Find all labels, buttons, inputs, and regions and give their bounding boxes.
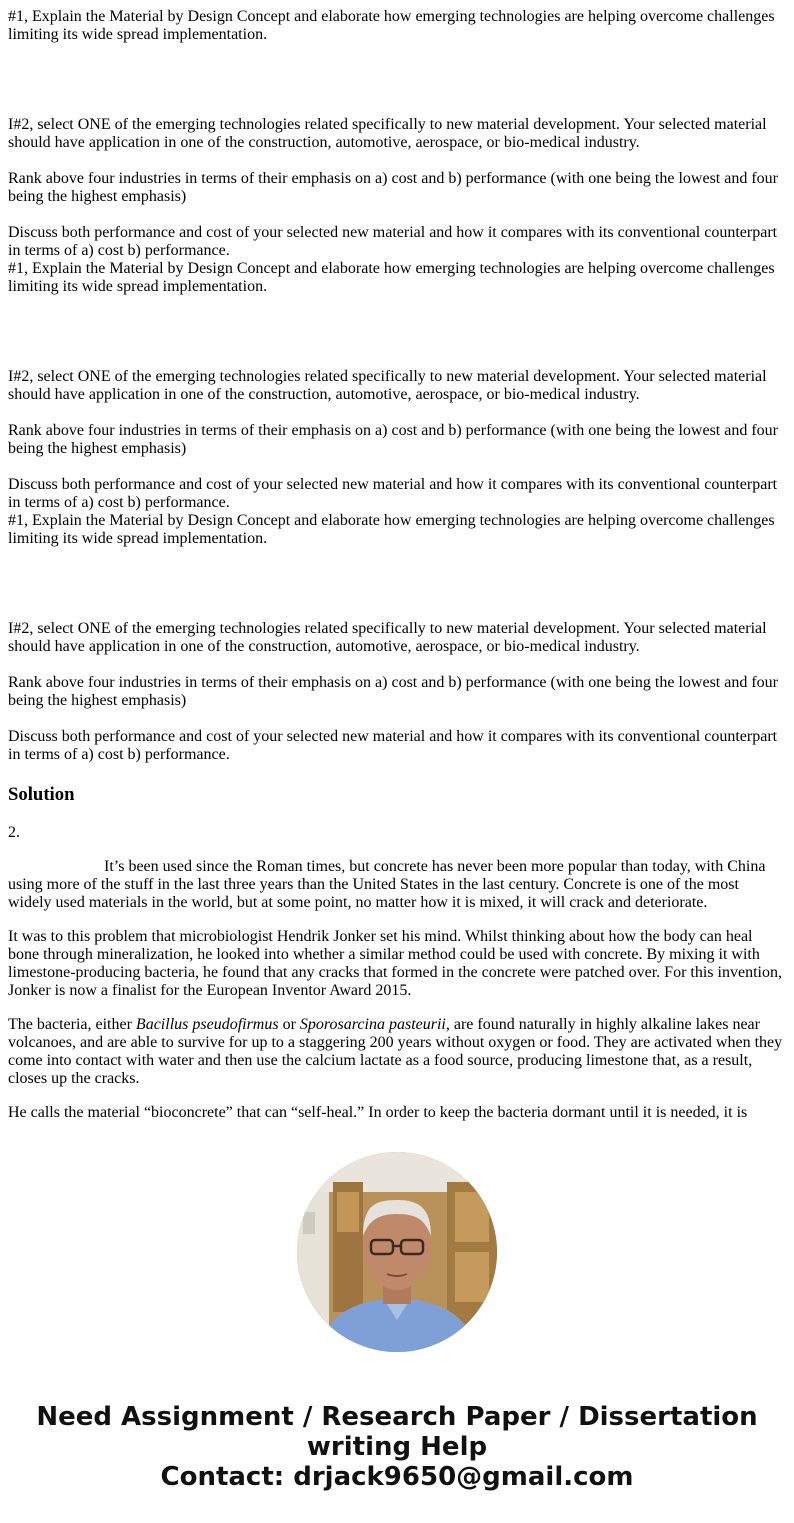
- question-discuss-text: Discuss both performance and cost of your selected new material and how it compares with its conventional counterpart in terms of a) cost b) performance.: [8, 476, 778, 511]
- author-avatar: [297, 1152, 497, 1352]
- solution-paragraph-1: [8, 858, 786, 912]
- solution-paragraph-2: It was to this problem that microbiologist Hendrik Jonker set his mind. Whilst thinking about how the body can heal bone through mineralization, he looked into whether a similar method could be used with concrete. By mixing it with limestone-producing bacteria, he found that any cracks that formed in the concrete were patched over. For this invention, Jonker is now a finalist for the European Inventor Award 2015.: [8, 928, 782, 999]
- banner-contact-email: Contact: drjack9650@gmail.com: [160, 1462, 634, 1492]
- question-2-text: I#2, select ONE of the emerging technologies related specifically to new material development. Your selected material should have application in one of the construction, automotive, aerospace, or bio-medical industry.: [8, 116, 767, 151]
- question-1-text: #1, Explain the Material by Design Concept and elaborate how emerging technologies are helping overcome challenges limiting its wide spread implementation.: [8, 512, 775, 547]
- question-rank-text: Rank above four industries in terms of their emphasis on a) cost and b) performance (with one being the lowest and four being the highest emphasis): [8, 422, 779, 457]
- question-1-text: #1, Explain the Material by Design Concept and elaborate how emerging technologies are helping overcome challenges limiting its wide spread implementation.: [8, 8, 775, 43]
- avatar-portrait-icon: [297, 1152, 497, 1352]
- question-block: [8, 8, 786, 260]
- question-discuss-text: Discuss both performance and cost of your selected new material and how it compares with its conventional counterpart in terms of a) cost b) performance.: [8, 224, 778, 259]
- question-block: [8, 512, 786, 764]
- solution-paragraph-4: He calls the material “bioconcrete” that can “self-heal.” In order to keep the bacteria dormant until it is needed, it is: [8, 1104, 748, 1121]
- document-body: [8, 8, 786, 1138]
- banner-line-1: Need Assignment / Research Paper / Dissertation: [36, 1402, 758, 1432]
- solution-paragraph-3: [8, 1016, 786, 1088]
- question-2-text: I#2, select ONE of the emerging technologies related specifically to new material development. Your selected material should have application in one of the construction, automotive, aerospace, or bio-medical industry.: [8, 368, 767, 403]
- solution-heading: Solution: [8, 784, 75, 805]
- contact-banner: [0, 1402, 794, 1492]
- question-discuss-text: Discuss both performance and cost of your selected new material and how it compares with its conventional counterpart in terms of a) cost b) performance.: [8, 728, 778, 763]
- solution-paragraph-1-text: It’s been used since the Roman times, but concrete has never been more popular than today, with China using more of the stuff in the last three years than the United States in the last century. Concrete is one of the most widely used materials in the world, but at some point, no matter how it is mixed, it will crack and deteriorate.: [8, 858, 766, 911]
- question-rank-text: Rank above four industries in terms of their emphasis on a) cost and b) performance (with one being the lowest and four being the highest emphasis): [8, 170, 779, 205]
- p3-mid: or: [278, 1016, 300, 1033]
- question-rank-text: Rank above four industries in terms of their emphasis on a) cost and b) performance (with one being the lowest and four being the highest emphasis): [8, 674, 779, 709]
- question-2-text: I#2, select ONE of the emerging technologies related specifically to new material development. Your selected material should have application in one of the construction, automotive, aerospace, or bio-medical industry.: [8, 620, 767, 655]
- solution-number: 2.: [8, 824, 20, 841]
- banner-line-2: writing Help: [306, 1432, 488, 1462]
- promo-footer: [0, 1152, 794, 1492]
- question-block: [8, 260, 786, 512]
- p3-pre: The bacteria, either: [8, 1016, 136, 1033]
- question-1-text: #1, Explain the Material by Design Concept and elaborate how emerging technologies are helping overcome challenges limiting its wide spread implementation.: [8, 260, 775, 295]
- p3-post: , are found naturally in highly alkaline lakes near volcanoes, and are able to survive for up to a staggering 200 years without oxygen or food. They are activated when they come into contact with water and then use the calcium lactate as a food source, producing limestone that, as a result, closes up the cracks.: [8, 1016, 783, 1087]
- species-name-2: Sporosarcina pasteurii: [299, 1016, 446, 1033]
- species-name-1: Bacillus pseudofirmus: [135, 1016, 279, 1033]
